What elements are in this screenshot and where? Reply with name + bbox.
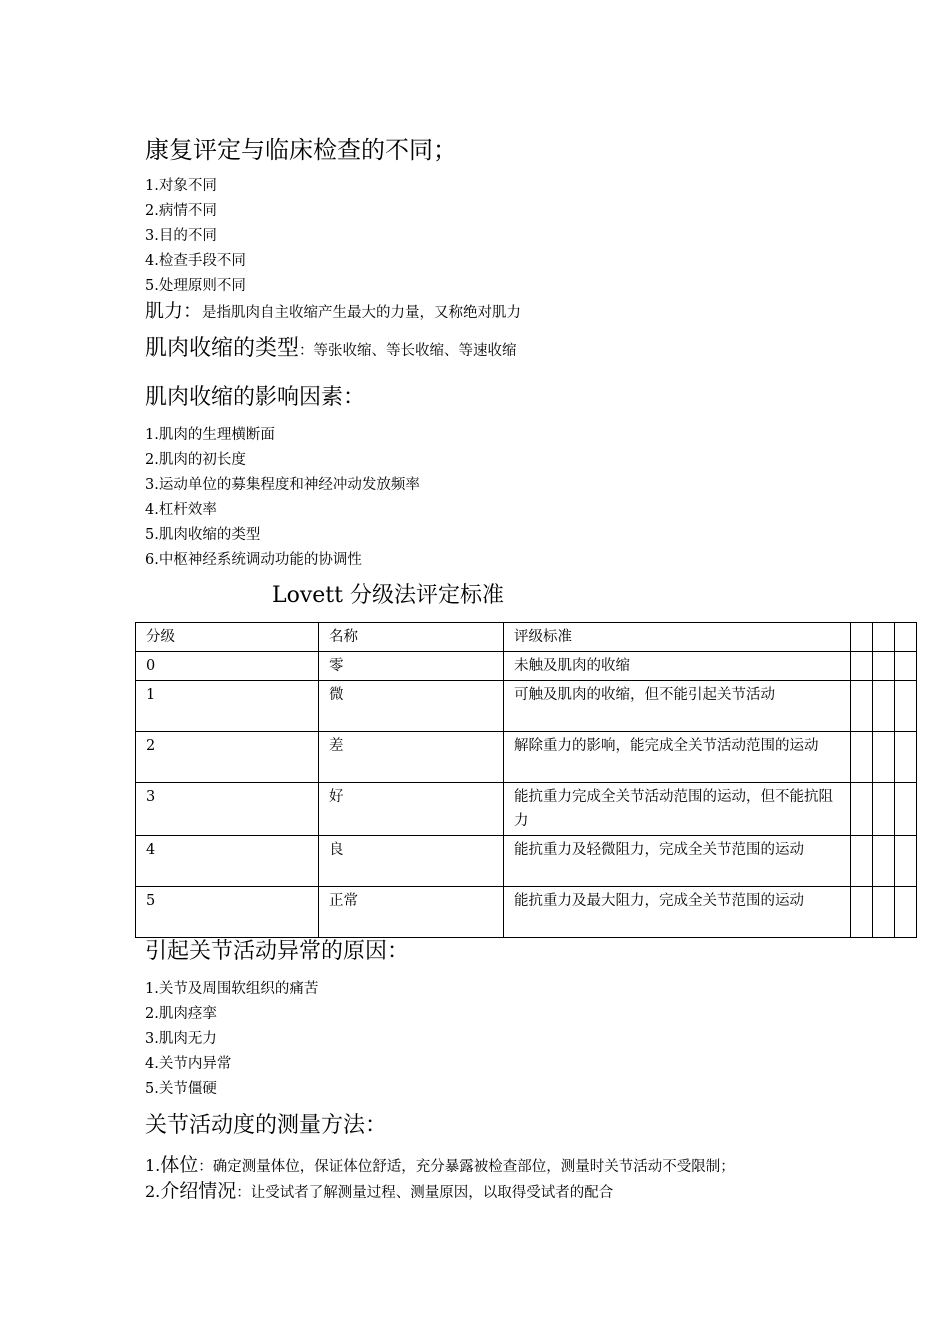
section-title-evaluation-vs-clinical: 康复评定与临床检查的不同；	[145, 136, 457, 164]
table-row	[136, 681, 917, 732]
item-number: 2.	[145, 1182, 161, 1201]
lovett-grading-table	[135, 622, 917, 938]
item-text: ：让受试者了解测量过程、测量原因，以取得受试者的配合	[236, 1185, 614, 1201]
empty-cell	[873, 681, 895, 732]
list-item: 2.病情不同	[145, 203, 217, 219]
cell-criteria: 未触及肌肉的收缩	[504, 652, 851, 681]
list-item: 4.杠杆效率	[145, 502, 217, 518]
empty-cell	[895, 783, 917, 836]
table-header-row	[136, 623, 917, 652]
cell-name: 好	[319, 783, 504, 836]
cell-grade: 4	[136, 836, 319, 887]
cell-grade: 3	[136, 783, 319, 836]
definition: 是指肌肉自主收缩产生最大的力量，又称绝对肌力	[202, 305, 522, 321]
empty-cell	[895, 732, 917, 783]
section-title-rom-measurement: 关节活动度的测量方法：	[145, 1113, 388, 1138]
cell-name: 差	[319, 732, 504, 783]
list-item: 1.关节及周围软组织的痛苦	[145, 981, 319, 997]
list-item: 6.中枢神经系统调动功能的协调性	[145, 552, 362, 568]
empty-cell	[851, 783, 873, 836]
item-text: ：确定测量体位，保证体位舒适，充分暴露被检查部位，测量时关节活动不受限制；	[198, 1159, 735, 1175]
empty-cell	[851, 623, 873, 652]
list-item: 4.检查手段不同	[145, 253, 246, 269]
empty-cell	[873, 623, 895, 652]
empty-cell	[851, 681, 873, 732]
empty-cell	[895, 623, 917, 652]
list-item: 5.处理原则不同	[145, 278, 246, 294]
table-row	[136, 887, 917, 938]
term: 介绍情况	[160, 1180, 237, 1202]
empty-cell	[851, 652, 873, 681]
cell-grade: 5	[136, 887, 319, 938]
definition: ：等张收缩、等长收缩、等速收缩	[299, 343, 517, 359]
list-item: 3.肌肉无力	[145, 1031, 217, 1047]
cell-criteria: 能抗重力完成全关节活动范围的运动，但不能抗阻力	[504, 783, 851, 836]
cell-criteria: 解除重力的影响，能完成全关节活动范围的运动	[504, 732, 851, 783]
empty-cell	[873, 652, 895, 681]
list-item	[145, 1153, 735, 1179]
list-item: 4.关节内异常	[145, 1056, 232, 1072]
list-item: 3.目的不同	[145, 228, 217, 244]
empty-cell	[873, 836, 895, 887]
table-row	[136, 783, 917, 836]
empty-cell	[873, 887, 895, 938]
cell-grade: 2	[136, 732, 319, 783]
cell-criteria: 可触及肌肉的收缩，但不能引起关节活动	[504, 681, 851, 732]
empty-cell	[873, 783, 895, 836]
empty-cell	[895, 652, 917, 681]
empty-cell	[895, 887, 917, 938]
contraction-types-definition	[145, 337, 517, 363]
header-name: 名称	[319, 623, 504, 652]
empty-cell	[851, 836, 873, 887]
cell-grade: 0	[136, 652, 319, 681]
list-item: 1.对象不同	[145, 178, 217, 194]
empty-cell	[895, 681, 917, 732]
empty-cell	[895, 836, 917, 887]
list-item: 2.肌肉痉挛	[145, 1006, 217, 1022]
cell-name: 零	[319, 652, 504, 681]
cell-criteria: 能抗重力及轻微阻力，完成全关节范围的运动	[504, 836, 851, 887]
list-item: 2.肌肉的初长度	[145, 452, 246, 468]
cell-name: 微	[319, 681, 504, 732]
table-row	[136, 836, 917, 887]
list-item: 1.肌肉的生理横断面	[145, 427, 275, 443]
table-row	[136, 732, 917, 783]
table-row	[136, 652, 917, 681]
empty-cell	[851, 732, 873, 783]
section-title-contraction-factors: 肌肉收缩的影响因素：	[145, 385, 366, 410]
header-criteria: 评级标准	[504, 623, 851, 652]
cell-grade: 1	[136, 681, 319, 732]
list-item: 5.肌肉收缩的类型	[145, 527, 261, 543]
item-number: 1.	[145, 1156, 161, 1175]
cell-name: 正常	[319, 887, 504, 938]
empty-cell	[873, 732, 895, 783]
empty-cell	[851, 887, 873, 938]
table-title: Lovett 分级法评定标准	[272, 583, 504, 608]
list-item	[145, 1179, 613, 1205]
list-item: 5.关节僵硬	[145, 1081, 217, 1097]
cell-criteria: 能抗重力及最大阻力，完成全关节范围的运动	[504, 887, 851, 938]
muscle-strength-definition	[145, 299, 521, 325]
header-grade: 分级	[136, 623, 319, 652]
cell-name: 良	[319, 836, 504, 887]
list-item: 3.运动单位的募集程度和神经冲动发放频率	[145, 477, 420, 493]
section-title-joint-abnormality-causes: 引起关节活动异常的原因：	[145, 939, 410, 964]
term: 肌肉收缩的类型	[145, 336, 300, 361]
term: 体位	[160, 1154, 199, 1176]
term: 肌力：	[145, 300, 203, 322]
